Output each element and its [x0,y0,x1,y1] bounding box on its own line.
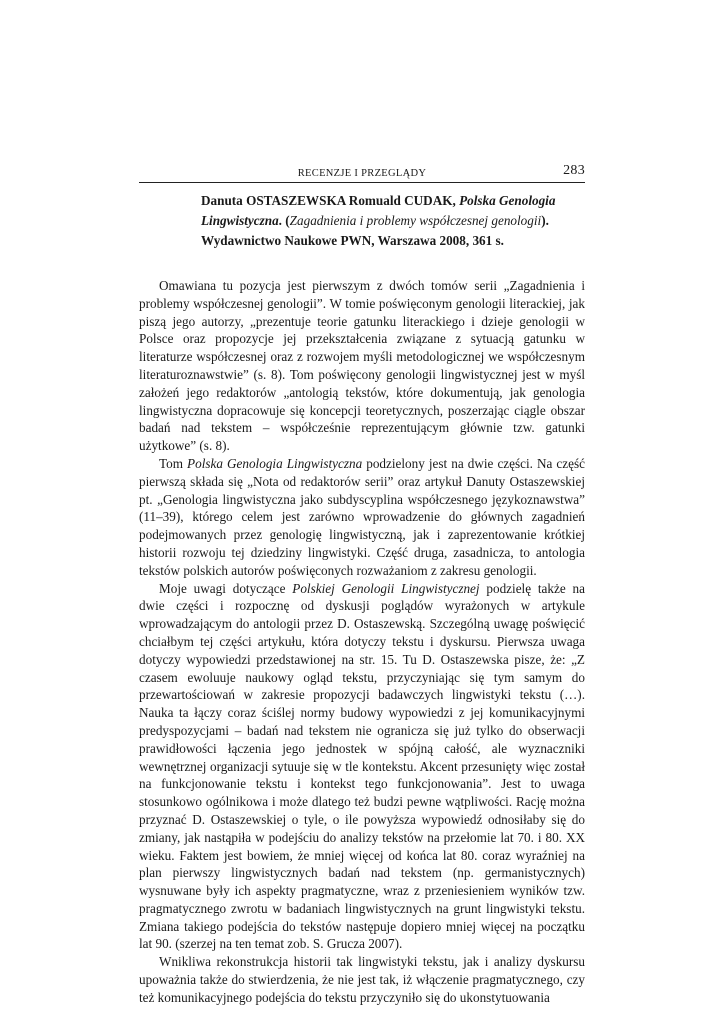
paragraph-3-text-b: podzielę także na dwie części i rozpocznę od dyskusji poglądów wyrażonych w artykule wprowadzającym do antologii przez D. Ostaszewską. Szczególną uwagę poświęcić chciałbym tej części artykułu, która dotyczy tekstu i dyskursu. Pierwsza uwaga dotyczy wypowiedzi przedstawionej na str. 15. Tu D. Ostaszewska pisze, że: „Z czasem ewoluuje naukowy ogląd tekstu, przyczyniając się tym samym do przewartościowań w zakresie propozycji badawczych lingwistyki tekstu (…). Nauka ta łączy coraz ściślej normy budowy wypowiedzi z jej komunikacyjnymi predyspozycjami – badań nad tekstem nie ogranicza się już tylko do obserwacji prawidłowości łączenia jego jednostek w spójną całość, ale wyznaczniki wewnętrznej organizacji sytuuje się w tle kontekstu. Akcent przesunięty więc został na funkcjonowanie tekstu i kontekst tego funkcjonowania”. Jest to uwaga stosunkowo ogólnikowa i może dlatego też budzi pewne wątpliwości. Rację można przyznać D. Ostaszewskiej o tyle, o ile powyższa wypowiedź odnosiłaby się do zmiany, jak nastąpiła w podejściu do analizy tekstów na przełomie lat 70. i 80. XX wieku. Faktem jest bowiem, że mniej więcej od końca lat 80. coraz wyraźniej na plan pierwszy lingwistycznych badań nad tekstem (np. germanistycznych) wysnuwane były ich aspekty pragmatyczne, wraz z przeniesieniem wyników tzw. pragmatycznego zwrotu w badaniach lingwistycznych na grunt lingwistyki tekstu. Zmiana takiego podejścia do tekstów następuje dopiero mniej więcej na początku lat 90. (szerzej na ten temat zob. S. Grucza 2007). [139,580,585,952]
review-series-title: Zagadnienia i problemy współczesnej genologii [289,213,542,228]
paragraph-3-book-title: Polskiej Genologii Lingwistycznej [292,580,480,596]
review-heading [201,191,585,251]
review-after-title: . ( [278,213,290,228]
review-body [139,277,585,1007]
page-number: 283 [563,163,585,178]
paragraph-4 [139,953,585,1006]
paragraph-2-text-b: podzielony jest na dwie części. Na część pierwszą składa się „Nota od redaktorów serii” oraz artykuł Danuty Ostaszewskiej pt. „Genologia lingwistyczna jako subdyscyplina współczesnego językoznawstwa” (11–39), którego celem jest zarówno wprowadzenie do głównych zagadnień podejmowanych przez genologię lingwistyczną, jak i zaprezentowanie krótkiej historii rozwoju tej dziedziny lingwistyki. Część druga, zasadnicza, to antologia tekstów polskich autorów poświęconych rozważaniom z zakresu genologii. [139,455,585,578]
journal-page [139,162,585,1007]
paragraph-3-text-a: Moje uwagi dotyczące [159,580,293,596]
paragraph-2 [139,455,585,580]
review-book-title: Polska Genologia Lingwistyczna [201,193,556,228]
review-authors: Danuta OSTASZEWSKA Romuald CUDAK, [201,193,460,208]
review-after-series: ). [541,213,549,228]
paragraph-1 [139,277,585,455]
paragraph-2-book-title: Polska Genologia Lingwistyczna [187,455,363,471]
review-publisher: Wydawnictwo Naukowe PWN, Warszawa 2008, 361 s. [201,233,504,248]
paragraph-3 [139,580,585,954]
paragraph-2-text-a: Tom [159,455,188,471]
running-title: RECENZJE I PRZEGLĄDY [297,168,427,179]
paragraph-4-text: Wnikliwa rekonstrukcja historii tak lingwistyki tekstu, jak i analizy dyskursu upoważnia także do stwierdzenia, że nie jest tak, iż włączenie pragmatycznego, czy też komunikacyjnego podejścia do tekstu przyczyniło się do ukonstytuowania [139,954,585,1005]
running-header [139,162,585,183]
paragraph-1-text: Omawiana tu pozycja jest pierwszym z dwóch tomów serii „Zagadnienia i problemy współczesnej genologii”. W tomie poświęconym genologii literackiej, jak piszą jego autorzy, „prezentuje teorie gatunku literackiego i dzieje genologii w Polsce oraz propozycje jej przekształcenia związane z sytuacją gatunku w literaturze współczesnej oraz z rozwojem myśli metodologicznej we współczesnym literaturoznawstwie” (s. 8). Tom poświęcony genologii lingwistycznej jest w myśl założeń jego redaktorów „antologią tekstów, które dokumentują, jak genologia lingwistyczna dopracowuje się koncepcji teoretycznych, poszerzając ciągle obszar badań nad tekstem – współcześnie reprezentującym głównie tzw. gatunki użytkowe” (s. 8). [139,278,585,454]
